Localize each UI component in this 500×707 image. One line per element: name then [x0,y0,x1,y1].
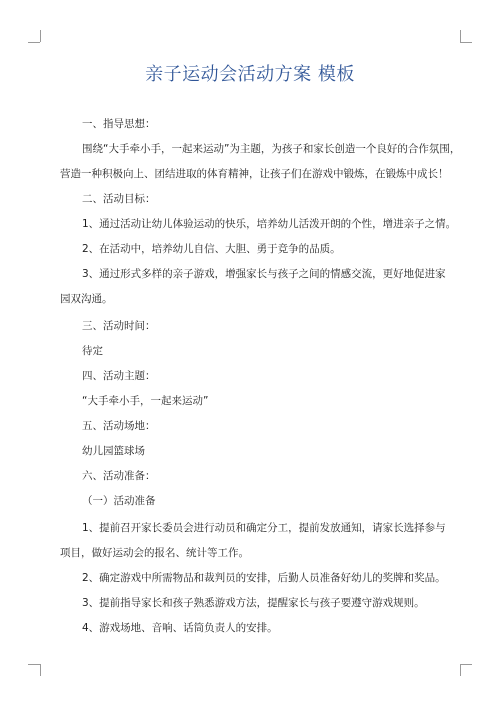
prep-item-4: 4、游戏场地、音响、话筒负责人的安排。 [82,622,278,634]
crop-mark-top-left-h [28,42,40,43]
goal-item-3-continued: 园双沟通。 [60,293,113,305]
activity-venue-value: 幼儿园篮球场 [82,445,145,457]
crop-mark-bottom-left-v [40,664,41,676]
heading-activity-time: 三、活动时间： [82,320,156,332]
goal-item-2: 2、在活动中，培养幼儿自信、大胆、勇于竞争的品质。 [82,243,341,255]
heading-guiding-thought: 一、指导思想： [82,118,156,130]
heading-activity-theme: 四、活动主题： [82,370,156,382]
crop-mark-bottom-right-v [460,664,461,676]
crop-mark-top-right-v [460,30,461,42]
crop-mark-bottom-left-h [28,664,40,665]
heading-activity-preparation: 六、活动准备： [82,470,156,482]
paragraph-line: 营造一种积极向上、团结进取的体育精神，让孩子们在游戏中锻炼，在锻炼中成长！ [60,168,449,180]
prep-item-1: 1、提前召开家长委员会进行动员和确定分工，提前发放通知，请家长选择参与 [82,522,446,534]
prep-item-2: 2、确定游戏中所需物品和裁判员的安排，后勤人员准备好幼儿的奖牌和奖品。 [82,572,446,584]
goal-item-3: 3、通过形式多样的亲子游戏，增强家长与孩子之间的情感交流，更好地促进家 [82,268,446,280]
activity-theme-value: “大手牵小手，一起来运动” [82,395,209,407]
heading-activity-goals: 二、活动目标： [82,193,156,205]
paragraph-line: 围绕“大手牵小手，一起来运动”为主题，为孩子和家长创造一个良好的合作氛围， [82,143,461,155]
activity-time-value: 待定 [82,345,103,357]
crop-mark-top-right-h [460,42,472,43]
prep-item-3: 3、提前指导家长和孩子熟悉游戏方法，提醒家长与孩子要遵守游戏规则。 [82,597,425,609]
goal-item-1: 1、通过活动让幼儿体验运动的快乐，培养幼儿活泼开朗的个性，增进亲子之情。 [82,218,457,230]
crop-mark-top-left-v [40,30,41,42]
prep-item-1-continued: 项目，做好运动会的报名、统计等工作。 [60,547,249,559]
document-title: 亲子运动会活动方案 模板 [145,64,355,85]
heading-activity-venue: 五、活动场地： [82,420,156,432]
crop-mark-bottom-right-h [460,664,472,665]
subheading-preparation: （一）活动准备 [82,495,156,507]
